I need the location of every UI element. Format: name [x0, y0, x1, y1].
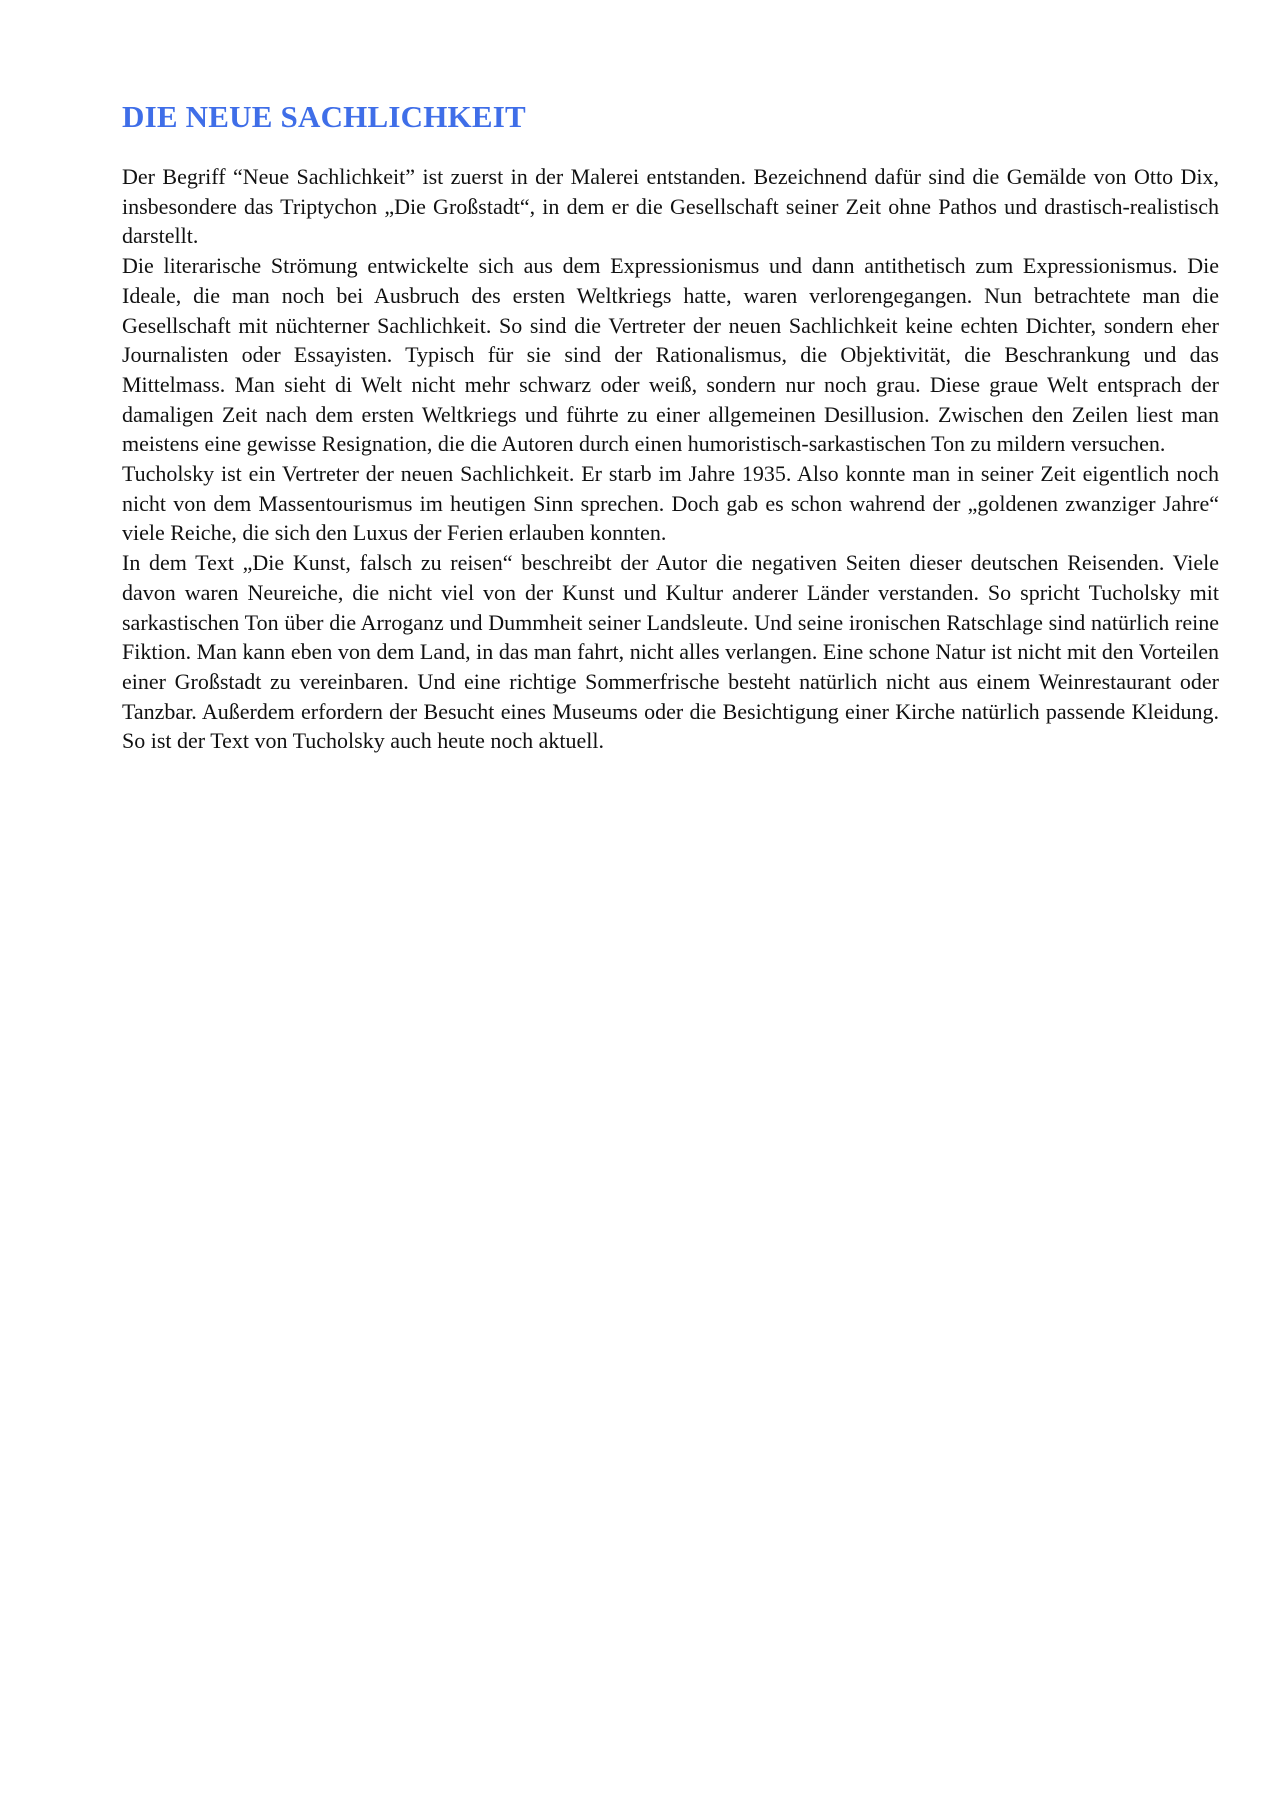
- paragraph-tucholsky: Tucholsky ist ein Vertreter der neuen Sachlichkeit. Er starb im Jahre 1935. Also konnte man in seiner Zeit eigentlich noch nicht von dem Massentourismus im heutigen Sinn sprechen. Doch gab es schon wahrend der „goldenen zwanziger Jahre“ viele Reiche, die sich den Luxus der Ferien erlauben konnten.: [122, 461, 1219, 546]
- paragraph-kunst-falsch-zu-reisen: In dem Text „Die Kunst, falsch zu reisen“ beschreibt der Autor die negativen Seiten dieser deutschen Reisenden. Viele davon waren Neureiche, die nicht viel von der Kunst und Kultur anderer Länder verstanden. So spricht Tucholsky mit sarkastischen Ton über die Arroganz und Dummheit seiner Landsleute. Und seine ironischen Ratschlage sind natürlich reine Fiktion. Man kann eben von dem Land, in das man fahrt, nicht alles verlangen. Eine schone Natur ist nicht mit den Vorteilen einer Großstadt zu vereinbaren. Und eine richtige Sommerfrische besteht natürlich nicht aus einem Weinrestaurant oder Tanzbar. Außerdem erfordern der Besucht eines Museums oder die Besichtigung einer Kirche natürlich passende Kleidung. So ist der Text von Tucholsky auch heute noch aktuell.: [122, 550, 1219, 754]
- paragraph-neue-sachlichkeit-malerei: Der Begriff “Neue Sachlichkeit” ist zuerst in der Malerei entstanden. Bezeichnend dafür sind die Gemälde von Otto Dix, insbesondere das Triptychon „Die Großstadt“, in dem er die Gesellschaft seiner Zeit ohne Pathos und drastisch-realistisch darstellt.: [122, 164, 1219, 249]
- document-body: [122, 97, 1219, 756]
- paragraph-literarische-stroemung: Die literarische Strömung entwickelte sich aus dem Expressionismus und dann antithetisch zum Expressionismus. Die Ideale, die man noch bei Ausbruch des ersten Weltkriegs hatte, waren verlorengegangen. Nun betrachtete man die Gesellschaft mit nüchterner Sachlichkeit. So sind die Vertreter der neuen Sachlichkeit keine echten Dichter, sondern eher Journalisten oder Essayisten. Typisch für sie sind der Rationalismus, die Objektivität, die Beschrankung und das Mittelmass. Man sieht di Welt nicht mehr schwarz oder weiß, sondern nur noch grau. Diese graue Welt entsprach der damaligen Zeit nach dem ersten Weltkriegs und führte zu einer allgemeinen Desillusion. Zwischen den Zeilen liest man meistens eine gewisse Resignation, die die Autoren durch einen humoristisch-sarkastischen Ton zu mildern versuchen.: [122, 253, 1219, 457]
- document-title: DIE NEUE SACHLICHKEIT: [122, 99, 526, 134]
